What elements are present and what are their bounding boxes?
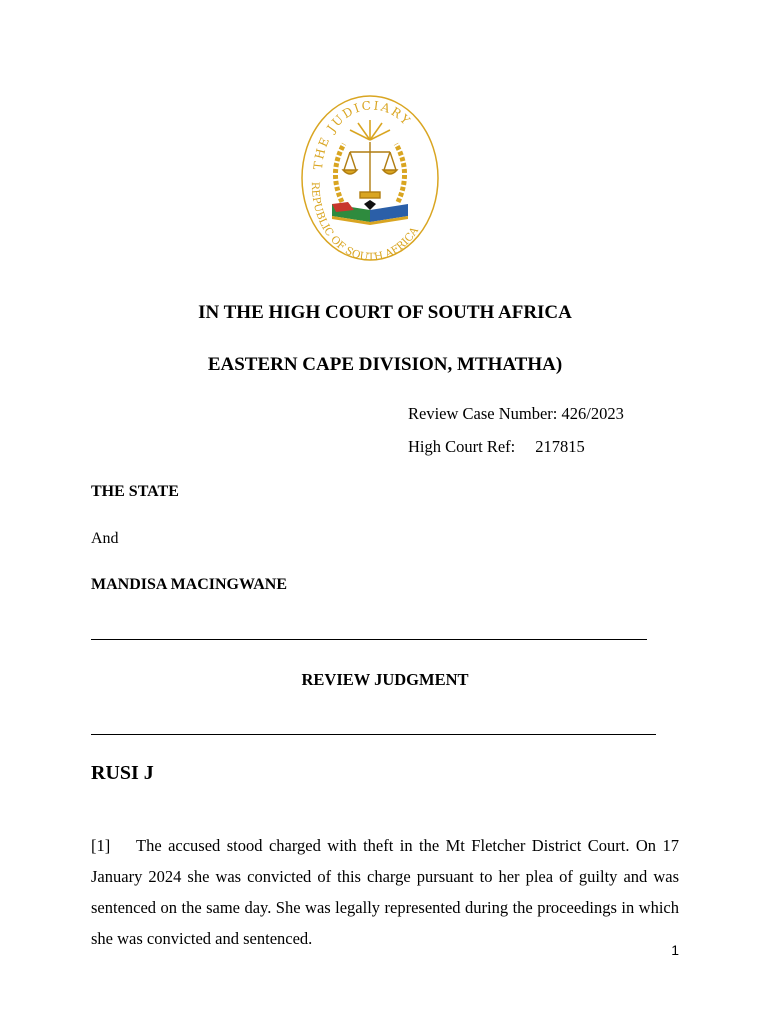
party-state: THE STATE <box>91 483 179 500</box>
party-accused: MANDISA MACINGWANE <box>91 576 288 593</box>
judiciary-seal <box>298 92 442 264</box>
page-number: 1 <box>671 942 679 958</box>
divider <box>91 734 656 735</box>
scales-icon <box>343 142 397 198</box>
judge-name: RUSI J <box>91 762 154 784</box>
divider <box>91 639 647 640</box>
svg-text:THE JUDICIARY <box>311 98 414 170</box>
paragraph-text: The accused stood charged with theft in the Mt Fletcher District Court. On 17 January 2024 she was convicted of this charge pursuant to her plea of guilty and was sentenced on the same day. She was legally represented during the proceedings in which she was convicted and sentenced. <box>91 835 679 948</box>
high-court-ref-value: 217815 <box>535 437 585 456</box>
high-court-ref <box>408 437 585 457</box>
party-conjunction: And <box>91 530 119 547</box>
paragraph-number: [1] <box>91 835 111 855</box>
seal-text-top: THE JUDICIARY <box>310 98 414 171</box>
sun-rays-icon <box>350 120 390 140</box>
judgment-heading: REVIEW JUDGMENT <box>301 670 469 689</box>
paragraph-1 <box>91 830 679 954</box>
review-case-number: Review Case Number: 426/2023 <box>408 404 624 423</box>
court-title: IN THE HIGH COURT OF SOUTH AFRICA <box>198 302 572 323</box>
seal-text-bottom: REPUBLIC OF SOUTH AFRICA <box>308 181 421 264</box>
book-base-icon <box>332 200 408 225</box>
high-court-ref-label: High Court Ref: <box>408 437 516 456</box>
court-division: EASTERN CAPE DIVISION, MTHATHA) <box>207 354 563 375</box>
